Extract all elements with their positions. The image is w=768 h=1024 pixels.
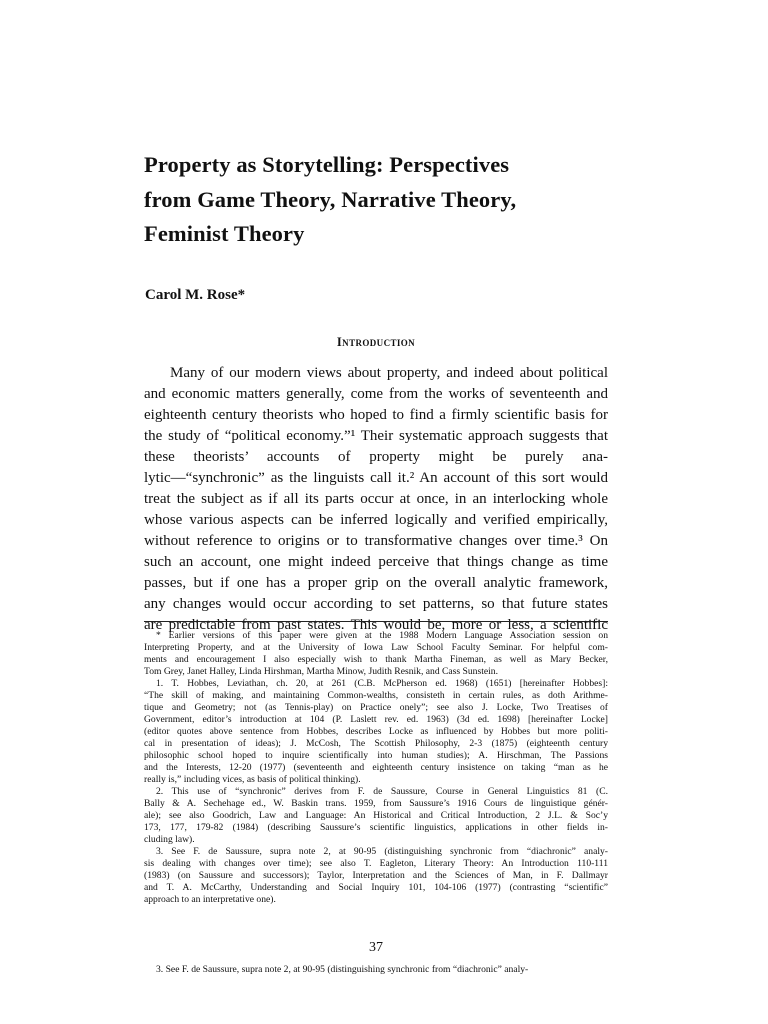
footnote-line: cal in presentation of ideas); J. McCosh, The Scottish Philosophy, 2-3 (1875) (eighteenth century bbox=[144, 738, 608, 749]
document-page bbox=[144, 0, 608, 1024]
section-heading: Introduction bbox=[336, 335, 416, 349]
footnote-continuation bbox=[144, 964, 608, 976]
footnote-line: ments and encouragement I also especially wish to thank Martha Fineman, as well as Mary Becker, bbox=[144, 654, 608, 665]
footnote-line: 173, 177, 179-82 (1984) (describing Saussure’s scientific linguistics, applications in other fields in- bbox=[144, 822, 608, 833]
body-line: without reference to origins or to transformative changes over time.³ On bbox=[144, 533, 608, 549]
footnote-line: approach to an interpretative one). bbox=[144, 894, 276, 905]
footnote-line: Government, editor’s introduction at 104 (P. Laslett rev. ed. 1963) (3d ed. 1698) [hereinafter Locke] bbox=[144, 714, 608, 725]
footnote-line: 2. This use of “synchronic” derives from F. de Saussure, Course in General Linguistics 81 (C. bbox=[156, 786, 608, 797]
footnote-line: Interpreting Property, and at the University of Iowa Law School Faculty Seminar. For helpful com- bbox=[144, 642, 608, 653]
footnote-line: Tom Grey, Janet Halley, Linda Hirshman, Martha Minow, Judith Resnik, and Cass Sunstein. bbox=[144, 666, 498, 677]
body-line: the study of “political economy.”¹ Their systematic approach suggests that bbox=[144, 428, 608, 444]
footnote-line: sis dealing with changes over time); see also T. Eagleton, Literary Theory: An Introduction 110-111 bbox=[144, 858, 608, 869]
footnote-divider bbox=[144, 621, 608, 622]
footnote-line: “The skill of making, and maintaining Common-wealths, consisteth in certain rules, as doth Arithme- bbox=[144, 690, 608, 701]
title-line: from Game Theory, Narrative Theory, bbox=[144, 186, 517, 212]
article-title bbox=[144, 148, 614, 252]
body-line: passes, but if one has a proper grip on the overall analytic framework, bbox=[144, 575, 608, 591]
footnote-line: philosophic school hoped to inquire scientifically into human studies); A. Hirschman, The Passions bbox=[144, 750, 608, 761]
body-line: such an account, one might indeed perceive that things change as time bbox=[144, 554, 608, 570]
footnote-line: Bally & A. Sechehage ed., W. Baskin trans. 1959, from Saussure’s 1916 Cours de linguistique génér- bbox=[144, 798, 608, 809]
body-paragraph bbox=[144, 363, 608, 636]
body-line: treat the subject as if all its parts occur at once, in an interlocking whole bbox=[144, 491, 608, 507]
author-name: Carol M. Rose* bbox=[145, 287, 246, 303]
footnote-line: cluding law). bbox=[144, 834, 195, 845]
body-line: lytic—“synchronic” as the linguists call it.² An account of this sort would bbox=[144, 470, 608, 486]
body-line: eighteenth century theorists who hoped to find a firmly scientific basis for bbox=[144, 407, 608, 423]
body-line: any changes would occur according to set patterns, so that future states bbox=[144, 596, 608, 612]
footnote-line: 3. See F. de Saussure, supra note 2, at 90-95 (distinguishing synchronic from “diachronic” analy- bbox=[156, 846, 608, 857]
body-line: Many of our modern views about property, and indeed about political bbox=[170, 365, 608, 381]
footnote-line: and the Interests, 12-20 (1977) (seventeenth and eighteenth century insistence on taking “man as he bbox=[144, 762, 608, 773]
footnote-line: really is,” including vices, as basis of political thinking). bbox=[144, 774, 361, 785]
body-line: these theorists’ accounts of property might be purely ana- bbox=[144, 449, 608, 465]
body-line: whose various aspects can be inferred logically and verified empirically, bbox=[144, 512, 608, 528]
footnote-line: * Earlier versions of this paper were given at the 1988 Modern Language Association session on bbox=[156, 630, 608, 641]
footnote-line: 3. See F. de Saussure, supra note 2, at 90-95 (distinguishing synchronic from “diachronic” analy- bbox=[156, 964, 529, 975]
title-line: Feminist Theory bbox=[144, 221, 305, 246]
body-line: are predictable from past states. This would be, more or less, a scientific bbox=[144, 617, 608, 633]
footnote-line: (editor quotes above sentence from Hobbes, describes Locke as influenced by Hobbes but more politi- bbox=[144, 726, 608, 737]
footnote-line: tique and Geometry; not (as Tennis-play) on Practice onely”; see also J. Locke, Two Treatises of bbox=[144, 702, 608, 713]
footnote-line: ale); see also Goodrich, Law and Language: An Historical and Critical Introduction, 2 J.L. & Soc’y bbox=[144, 810, 608, 821]
footnotes bbox=[144, 630, 608, 906]
body-line: and economic matters generally, come from the works of seventeenth and bbox=[144, 386, 608, 402]
footnote-line: and T. A. McCarthy, Understanding and Social Inquiry 101, 104-106 (1977) (contrasting “scientific” bbox=[144, 882, 608, 893]
footnote-line: 1. T. Hobbes, Leviathan, ch. 20, at 261 (C.B. McPherson ed. 1968) (1651) [hereinafter Hobbes]: bbox=[156, 678, 608, 689]
footnote-line: (1983) (on Saussure and successors); Taylor, Interpretation and the Sciences of Man, in F. Dallmayr bbox=[144, 870, 608, 881]
title-line: Property as Storytelling: Perspectives bbox=[144, 152, 510, 177]
page-number: 37 bbox=[369, 940, 383, 955]
